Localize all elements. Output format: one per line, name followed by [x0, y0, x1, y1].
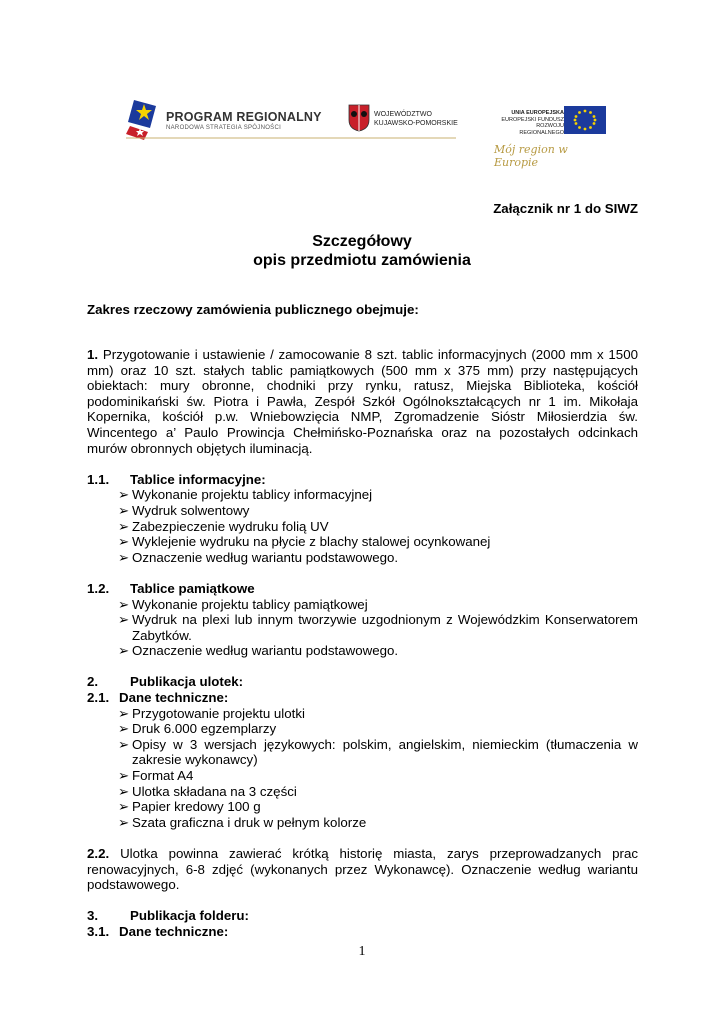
- arrow-bullet-icon: ➢: [118, 705, 130, 721]
- arrow-bullet-icon: ➢: [118, 736, 130, 752]
- list-item: ➢ Papier kredowy 100 g: [118, 799, 261, 815]
- intro-paragraph: 1. Przygotowanie i ustawienie / zamocowanie 8 szt. tablic informacyjnych (2000 mm x 1500 mm) oraz 10 szt. stałych tablic pamiątkowych (500 mm x 375 mm) przy następujących obiektach: mury obronne, chodniki przy rynku, ratusz, Miejska Biblioteka, kościół podominikański św. Piotra i Pawła, Zespół Szkół Ogólnokształcących nr 1 im. Mikołaja Kopernika, kościół p.w. Wniebowzięcia NMP, Zgromadzenie Sióstr Miłosierdzia św. Wincentego a’ Paulo Prowincja Chełmińsko-Poznańska oraz na pozostałych odcinkach murów obronnych objętych iluminacją.: [87, 347, 638, 456]
- section-1-1-heading: 1.1. Tablice informacyjne:: [87, 471, 266, 487]
- arrow-bullet-icon: ➢: [118, 814, 130, 830]
- arrow-bullet-icon: ➢: [118, 502, 130, 518]
- section-2-heading: 2. Publikacja ulotek:: [87, 674, 244, 690]
- arrow-bullet-icon: ➢: [118, 783, 130, 799]
- list-item: ➢ Wykonanie projektu tablicy pamiątkowej: [118, 596, 368, 612]
- list-item: ➢ Szata graficzna i druk w pełnym kolorze: [118, 814, 367, 830]
- list-item: ➢ Format A4: [118, 768, 194, 784]
- program-regionalny-title: PROGRAM REGIONALNY: [166, 110, 322, 124]
- page-title: Szczegółowy opis przedmiotu zamówienia: [253, 233, 471, 269]
- list-item: ➢ Wyklejenie wydruku na płycie z blachy stalowej ocynkowanej: [118, 534, 491, 550]
- section-3-1-heading: 3.1. Dane techniczne:: [87, 923, 229, 939]
- motto: Mój region w Europie: [494, 143, 568, 169]
- attachment-label: Załącznik nr 1 do SIWZ: [493, 201, 638, 216]
- list-item: ➢ Wydruk na plexi lub innym tworzywie uzgodnionym z Wojewódzkim Konserwatorem Zabytków.: [118, 612, 638, 643]
- document-body: [87, 347, 638, 940]
- section-2-2-paragraph: 2.2. Ulotka powinna zawierać krótką historię miasta, zarys przeprowadzanych prac renowacyjnych, 6-8 zdjęć (wykonanych przez Wykonawcę). Oznaczenie według wariantu podstawowego.: [87, 846, 638, 893]
- list-item: ➢ Opisy w 3 wersjach językowych: polskim, angielskim, niemieckim (tłumaczenia w zakresie wykonawcy): [118, 736, 638, 768]
- list-item: ➢ Wykonanie projektu tablicy informacyjnej: [118, 487, 373, 503]
- list-item: ➢ Druk 6.000 egzemplarzy: [118, 721, 277, 737]
- arrow-bullet-icon: ➢: [118, 643, 130, 659]
- region-name: WOJEWÓDZTWO KUJAWSKO-POMORSKIE: [374, 111, 458, 127]
- eu-fund-label: UNIA EUROPEJSKA EUROPEJSKI FUNDUSZ ROZWOJU REGIONALNEGO: [501, 110, 564, 136]
- program-regionalny-subtitle: NARODOWA STRATEGIA SPÓJNOŚCI: [166, 125, 282, 131]
- list-item: ➢ Wydruk solwentowy: [118, 502, 250, 518]
- list-item: ➢ Zabezpieczenie wydruku folią UV: [118, 518, 329, 534]
- region-coat-of-arms-icon: [348, 104, 370, 132]
- section-3-heading: 3. Publikacja folderu:: [87, 908, 249, 924]
- header-logos: [126, 98, 606, 170]
- section-2-1-heading: 2.1. Dane techniczne:: [87, 690, 229, 706]
- arrow-bullet-icon: ➢: [118, 768, 130, 784]
- arrow-bullet-icon: ➢: [118, 596, 130, 612]
- arrow-bullet-icon: ➢: [118, 549, 130, 565]
- arrow-bullet-icon: ➢: [118, 799, 130, 815]
- list-item: ➢ Ulotka składana na 3 części: [118, 783, 297, 799]
- scope-heading: Zakres rzeczowy zamówienia publicznego obejmuje:: [87, 302, 419, 317]
- arrow-bullet-icon: ➢: [118, 534, 130, 550]
- section-1-2-heading: 1.2. Tablice pamiątkowe: [87, 580, 255, 596]
- page-number: 1: [358, 944, 366, 959]
- arrow-bullet-icon: ➢: [118, 487, 130, 503]
- header-rule: [126, 136, 456, 140]
- arrow-bullet-icon: ➢: [118, 612, 130, 628]
- list-item: ➢ Oznaczenie według wariantu podstawowego.: [118, 643, 399, 659]
- list-item: ➢ Oznaczenie według wariantu podstawowego.: [118, 549, 399, 565]
- arrow-bullet-icon: ➢: [118, 721, 130, 737]
- arrow-bullet-icon: ➢: [118, 518, 130, 534]
- eu-flag-icon: [564, 106, 606, 134]
- list-item: ➢ Przygotowanie projektu ulotki: [118, 705, 305, 721]
